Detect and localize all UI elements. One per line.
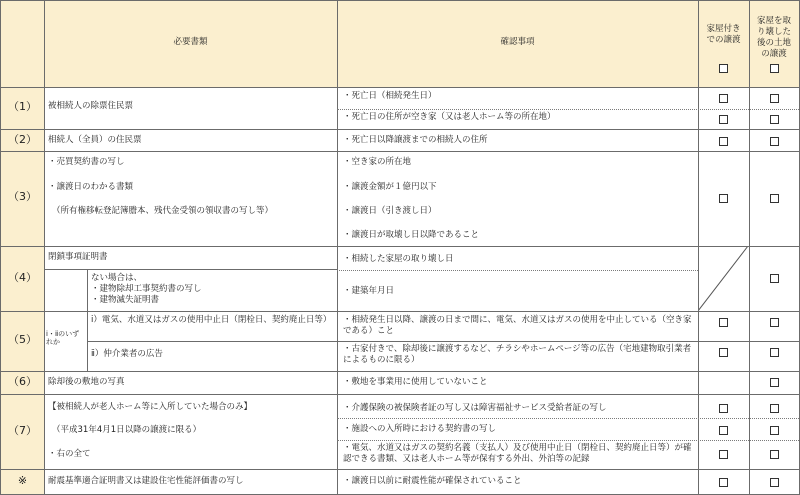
row4-sub-3: ・建物滅失証明書 <box>91 295 160 305</box>
row-sep-1 <box>0 129 800 130</box>
row4-number: （4） <box>1 246 44 311</box>
row6-item-1: ・敷地を事業用に使用していないこと <box>343 377 488 387</box>
row5-land-checkbox-2[interactable] <box>770 348 779 357</box>
row7-document-2: （平成31年4月1日以降の譲渡に限る） <box>52 425 202 435</box>
row6-land-checkbox[interactable] <box>770 378 779 387</box>
row5-house-checkbox-2[interactable] <box>719 348 728 357</box>
row1-document: 被相続人の除票住民票 <box>48 101 134 111</box>
row4-house-not-applicable-slash <box>698 246 749 311</box>
row3-document-2: ・譲渡日のわかる書類 <box>48 182 134 192</box>
row-sep-5 <box>0 371 800 372</box>
col-sep-documents <box>337 0 338 495</box>
header-house-transfer <box>698 1 749 87</box>
row5-sub-1: ⅰ）電気、水道又はガスの使用中止日（閉栓日、契約廃止日等） <box>91 315 332 325</box>
header-confirmation-label: 確認事項 <box>500 37 535 47</box>
row7-house-checkbox-3[interactable] <box>719 450 728 459</box>
row5-house-checkbox-1[interactable] <box>719 318 728 327</box>
header-house-transfer-label: 家屋付き での譲渡 <box>706 24 741 46</box>
row8-house-checkbox[interactable] <box>719 478 728 487</box>
row5-number: （5） <box>1 311 44 371</box>
header-confirmation <box>337 1 698 87</box>
table-border-left <box>0 0 1 495</box>
row7-number: （7） <box>1 394 44 469</box>
row3-number: （3） <box>1 151 44 246</box>
row4-land-checkbox[interactable] <box>770 274 779 283</box>
row-sep-6 <box>0 394 800 395</box>
row3-item-3: ・譲渡日（引き渡し日） <box>343 206 437 216</box>
row3-document-3: （所有権移転登記簿謄本、残代金受領の領収書の写し等） <box>52 206 274 216</box>
row7-item-2: ・施設への入所時における契約書の写し <box>343 424 497 434</box>
row5-land-checkbox-1[interactable] <box>770 318 779 327</box>
row1-item-2: ・死亡日の住所が空き家（又は老人ホーム等の所在地） <box>343 112 556 122</box>
row5-sub-2: ⅱ）仲介業者の広告 <box>91 349 163 359</box>
row7-document-3: ・右の全て <box>48 449 91 459</box>
table-border-top <box>0 0 800 1</box>
header-documents-label: 必要書類 <box>173 37 208 47</box>
row-sep-7 <box>0 469 800 470</box>
header-number-cell <box>1 1 44 87</box>
row7-house-checkbox-1[interactable] <box>719 404 728 413</box>
row3-land-checkbox[interactable] <box>770 194 779 203</box>
row8-document: 耐震基準適合証明書又は建設住宅性能評価書の写し <box>48 476 244 486</box>
row8-number: ※ <box>1 469 44 494</box>
row7-land-checkbox-1[interactable] <box>770 404 779 413</box>
row4-item-1: ・相続した家屋の取り壊し日 <box>343 254 454 264</box>
row7-inner-sep-1 <box>337 418 799 419</box>
row8-item-1: ・譲渡日以前に耐震性能が確保されていること <box>343 476 522 486</box>
row2-land-checkbox[interactable] <box>770 137 779 146</box>
col-sep-confirmation <box>698 0 699 495</box>
row-sep-3 <box>0 246 800 247</box>
row1-house-checkbox-2[interactable] <box>719 115 728 124</box>
row-sep-2 <box>0 151 800 152</box>
row2-item-1: ・死亡日以降譲渡までの相続人の住所 <box>343 135 488 145</box>
row7-land-checkbox-2[interactable] <box>770 426 779 435</box>
header-land-checkbox[interactable] <box>770 64 779 73</box>
row3-document-1: ・売買契約書の写し <box>48 157 125 167</box>
row4-sub-2: ・建物除却工事契約書の写し <box>91 284 202 294</box>
row1-inner-sep <box>337 109 799 110</box>
row1-land-checkbox-1[interactable] <box>770 94 779 103</box>
row7-inner-sep-2 <box>337 440 799 441</box>
row5-inner-sep <box>87 341 799 342</box>
row7-house-checkbox-2[interactable] <box>719 426 728 435</box>
col-sep-house <box>749 0 750 495</box>
row5-label: ⅰ・ⅱのいずれか <box>46 330 80 347</box>
header-land-transfer <box>749 1 799 87</box>
row7-item-1: ・介護保険の被保険者証の写し又は障害福祉サービス受給者証の写し <box>343 403 607 413</box>
row2-document: 相続人（全員）の住民票 <box>48 135 142 145</box>
row3-item-1: ・空き家の所在地 <box>343 157 412 167</box>
row5-item-1: ・相続発生日以降、譲渡の日まで間に、電気、水道又はガスの使用を中止している（空き家である）こと <box>343 315 692 337</box>
row7-document-1: 【被相続人が老人ホーム等に入所していた場合のみ】 <box>48 402 253 412</box>
row7-land-checkbox-3[interactable] <box>770 450 779 459</box>
row4-item-2: ・建築年月日 <box>343 286 395 296</box>
row4-document: 閉鎖事項証明書 <box>48 252 108 262</box>
row1-number: （1） <box>1 87 44 129</box>
row2-number: （2） <box>1 129 44 151</box>
row5-item-2: ・古家付きで、除却後に譲渡するなど、チラシやホームページ等の広告（宅地建物取引業者によるものに限る） <box>343 344 692 366</box>
row3-house-checkbox[interactable] <box>719 194 728 203</box>
row4-sub-divider <box>87 269 88 311</box>
row-sep-4 <box>0 311 800 312</box>
row8-land-checkbox[interactable] <box>770 478 779 487</box>
row7-item-3: ・電気、水道又はガスの契約名義（支払人）及び使用中止日（閉栓日、契約廃止日等）が確認できる書類、又は老人ホーム等が保有する外出、外泊等の記録 <box>343 443 692 465</box>
row6-number: （6） <box>1 371 44 394</box>
row6-document: 除却後の敷地の写真 <box>48 377 125 387</box>
header-land-transfer-label: 家屋を取 り壊した 後の土地 の譲渡 <box>756 16 791 60</box>
row3-item-4: ・譲渡日が取壊し日以降であること <box>343 230 480 240</box>
row-sep-header <box>0 87 800 88</box>
row4-sub-1: ない場合は、 <box>91 273 143 283</box>
header-house-checkbox[interactable] <box>719 64 728 73</box>
row1-house-checkbox-1[interactable] <box>719 94 728 103</box>
col-sep-number <box>44 0 45 495</box>
row1-item-1: ・死亡日（相続発生日） <box>343 91 437 101</box>
row3-item-2: ・譲渡金額が１億円以下 <box>343 182 437 192</box>
row1-land-checkbox-2[interactable] <box>770 115 779 124</box>
row4-inner-sep-confirm <box>337 270 698 271</box>
header-documents <box>44 1 337 87</box>
row2-house-checkbox[interactable] <box>719 137 728 146</box>
